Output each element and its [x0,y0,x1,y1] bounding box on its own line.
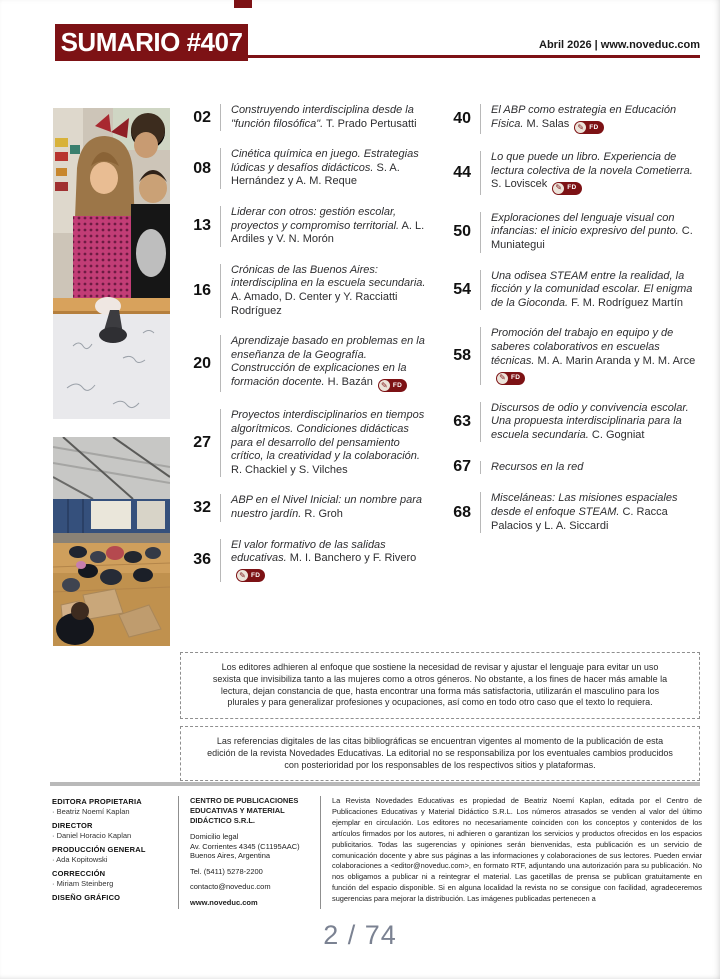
toc-page-number: 16 [193,281,211,299]
toc-entry-authors: A. L. Ardiles y V. N. Morón [231,219,425,246]
legal-column [320,796,702,909]
pencil-icon: ✎ [497,373,508,384]
toc-page-number: 67 [453,458,471,476]
publisher-website-link[interactable]: www.noveduc.com [190,897,258,907]
pencil-icon: ✎ [379,380,390,391]
toc-entry-authors: A. Amado, D. Center y Y. Racciatti Rodríguez [231,290,398,317]
toc-entry-title: Cinética química en juego. Estrategias lúdicas y desafíos didácticos. [231,148,419,174]
staff-role: DIRECTOR [52,821,93,830]
toc-entry[interactable] [443,212,705,253]
toc-entry-title: Construyendo interdisciplina desde la "función filosófica". [231,104,414,130]
staff-role: DISEÑO GRÁFICO [52,893,121,902]
legal-text: La Revista Novedades Educativas es propiedad de Beatriz Noemí Kaplan, editada por el Centro de Publicaciones Educativas y Material Didáctico S.R.L. Los números atrasados se venden al valor del último ejemplar en circulación. Los editores no necesariamente coinciden con los conceptos y contenidos de los artículos firmados por los autores, ni adhieren o garantizan los servicios y productos ofrecidos en los espacios publicitarios. Todas las sugerencias y opiniones serán bienvenidas, esta publicación es un servicio de comunicación docente y abre sus páginas a las informaciones y colaboraciones de sus lectores. Pueden enviar colaboraciones a <editor@noveduc.com>, en formato RTF, adjuntando una autorización para su publicación. No nos obligamos a publicar ni a reintegrar el material. Las gacetillas de prensa se publican gratuitamente en función del espacio disponible. Si en alguna localidad la revista no se consigue con facilidad, agradeceremos sugerencias para mejorar la distribución. Las imágenes publicadas pertenecen a [332,796,702,904]
toc-entry[interactable] [443,327,705,384]
publisher-name: CENTRO DE PUBLICACIONES EDUCATIVAS Y MATERIAL DIDÁCTICO S.R.L. [190,796,299,825]
toc-entry[interactable] [183,264,429,318]
toc-page-number: 36 [193,551,211,569]
staff-name: · Daniel Horacio Kaplan [52,831,132,840]
toc-entry-authors: T. Prado Pertusatti [323,117,417,130]
toc-entry-authors: H. Bazán [324,375,373,388]
language-policy-note: Los editores adhieren al enfoque que sostiene la necesidad de revisar y ajustar el lenguaje para evitar un uso sexista que invisibiliza tanto a las mujeres como a otros géneros. No obstante, a los fines de hacer más amable la lectura, dejan constancia de que, hasta encontrar una forma más satisfactoria, utilizarán el masculino para los plurales y para generalizar profesiones y ocupaciones, así como en todo otro caso que el texto lo requiera. [180,652,700,719]
toc-entry[interactable] [183,494,429,521]
publisher-email-link[interactable]: contacto@noveduc.com [190,882,271,891]
digital-content-badge: ✎ FD [236,569,265,582]
toc-page-number: 58 [453,346,471,364]
toc-page-number: 68 [453,503,471,521]
publisher-column [178,796,320,909]
toc-entry-authors: C. Racca Palacios y L. A. Siccardi [491,506,668,532]
toc-entry-title: Liderar con otros: gestión escolar, proyectos y compromiso territorial. [231,205,400,232]
toc-entry-title: El ABP como estrategia en Educación Física. [491,104,677,130]
footer-divider [50,782,700,786]
toc-entry-authors: M. A. Marin Aranda y M. M. Arce [534,354,696,367]
toc-entry-authors: C. Muniategui [491,225,693,251]
toc-entry-authors: F. M. Rodríguez Martín [568,296,683,309]
toc-page-number: 02 [193,108,211,126]
toc-column-right [443,104,705,550]
toc-entry[interactable] [443,459,705,475]
publisher-phone: Tel. (5411) 5278-2200 [190,866,263,876]
toc-entry-title: Proyectos interdisciplinarios en tiempos algorítmicos. Condiciones didácticas para el desarrollo del pensamiento crítico, la creatividad y la colaboración. [231,409,425,463]
toc-entry-title: Una odisea STEAM entre la realidad, la ficción y la comunidad escolar. El enigma de la Gioconda. [491,269,693,309]
toc-page-number: 08 [193,159,211,177]
staff-name: · Ada Kopitowski [52,855,108,864]
toc-entry[interactable] [183,206,429,247]
toc-entry[interactable] [183,409,429,477]
summary-title-banner [55,24,248,61]
toc-entry[interactable] [443,402,705,443]
digital-content-badge: ✎ FD [378,379,407,392]
toc-entry[interactable] [443,270,705,311]
toc-entry[interactable] [443,151,705,195]
toc-page-number: 44 [453,163,471,181]
issue-date-url: Abril 2026 | www.noveduc.com [539,39,700,51]
toc-page-number: 20 [193,354,211,372]
toc-entry-authors: M. I. Banchero y F. Rivero [286,552,417,565]
publisher-address: Av. Corrientes 4345 (C1195AAC) [190,841,300,851]
pencil-icon: ✎ [237,570,248,581]
toc-entry-title: Aprendizaje basado en problemas en la enseñanza de la Geografía. Construcción de explicaciones en la formación docente. [231,335,425,388]
page-title: SUMARIO #407 [60,27,243,57]
toc-entry[interactable] [183,104,429,131]
toc-entry-authors: S. Loviscek [491,178,548,191]
toc-entry-title: Lo que puede un libro. Experiencia de lectura colectiva de la novela Cometierra. [491,151,693,177]
page-indicator: 2 / 74 [323,920,397,950]
header-rule [248,55,700,58]
pencil-icon: ✎ [553,183,564,194]
toc-entry-authors: R. Chackiel y S. Vilches [231,463,348,476]
toc-entry-title: Recursos en la red [491,460,584,473]
toc-entry-title: ABP en el Nivel Inicial: un nombre para nuestro jardín. [231,494,422,520]
toc-entry-title: Exploraciones del lenguaje visual con infancias: el inicio expresivo del punto. [491,211,679,238]
staff-role: CORRECCIÓN [52,869,106,878]
toc-entry[interactable] [183,148,429,189]
staff-role: EDITORA PROPIETARIA [52,797,142,806]
gym-activity-photo [53,437,170,646]
toc-page-number: 13 [193,217,211,235]
toc-page-number: 40 [453,110,471,128]
toc-entry[interactable] [183,539,429,583]
digital-content-badge: ✎ FD [552,182,581,195]
toc-entry[interactable] [183,335,429,392]
toc-entry-title: Misceláneas: Las misiones espaciales desde el enfoque STEAM. [491,492,678,518]
toc-page-number: 27 [193,434,211,452]
digital-content-badge: ✎ FD [574,121,603,134]
children-painting-photo [53,108,170,419]
toc-entry-title: Crónicas de las Buenos Aires: interdisciplina en la escuela secundaria. [231,263,426,290]
staff-name: · Beatriz Noemí Kaplan [52,807,130,816]
digital-references-note: Las referencias digitales de las citas bibliográficas se encuentran vigentes al momento de la publicación de esta edición de la revista Novedades Educativas. La editorial no se responsabiliza por los eventuales cambios producidos con posterioridad por los responsables de los respectivos sitios y plataformas. [180,726,700,781]
toc-entry-authors: M. Salas [523,117,570,130]
staff-role: PRODUCCIÓN GENERAL [52,845,146,854]
toc-entry-title: Promoción del trabajo en equipo y de saberes colaborativos en escuelas técnicas. [491,327,674,367]
toc-entry[interactable] [443,492,705,533]
toc-page-number: 32 [193,498,211,516]
publisher-domicile-label: Domicilio legal [190,832,239,841]
toc-entry-authors: S. A. Hernández y A. M. Reque [231,161,400,188]
toc-entry-title: Discursos de odio y convivencia escolar. Una propuesta interdisciplinaria para la escuela secundaria. [491,401,689,441]
toc-entry-authors: C. Gogniat [588,428,645,441]
toc-entry-authors: R. Groh [301,507,343,520]
toc-column-left [183,104,429,599]
toc-entry[interactable] [443,104,705,134]
digital-content-badge: ✎ FD [496,372,525,385]
toc-page-number: 54 [453,280,471,298]
toc-page-number: 63 [453,413,471,431]
toc-entry-title: El valor formativo de las salidas educativas. [231,538,386,565]
toc-page-number: 50 [453,223,471,241]
publisher-city: Buenos Aires, Argentina [190,851,271,860]
staff-column [52,796,178,909]
staff-name: · Miriam Steinberg [52,879,114,888]
pencil-icon: ✎ [575,122,586,133]
footer [52,796,702,909]
crop-mark [234,0,252,8]
